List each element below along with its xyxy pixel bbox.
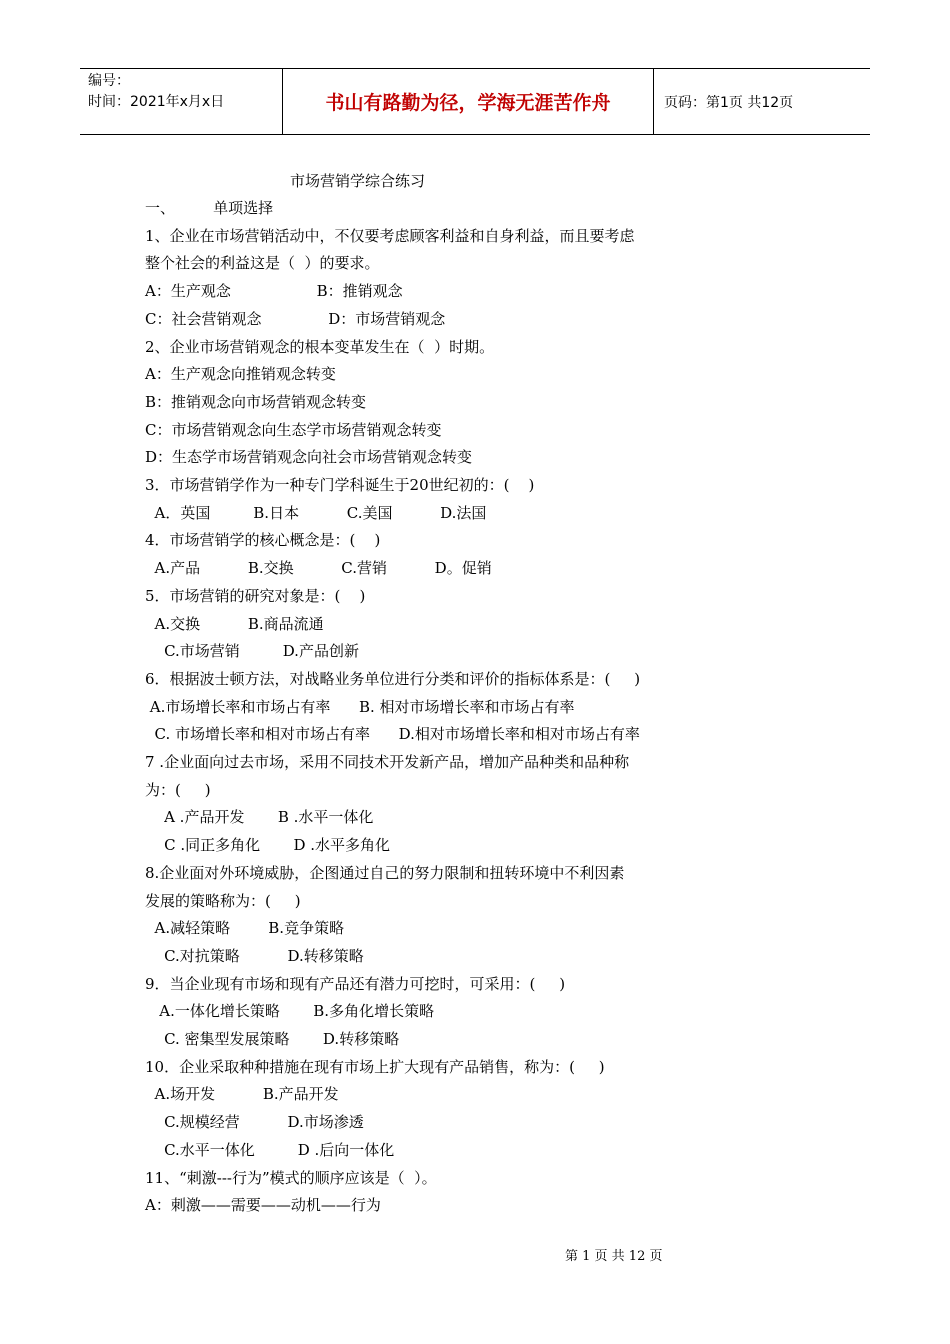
document-line: C.市场营销 D.产品创新 — [145, 642, 359, 661]
document-line: A：生产观念向推销观念转变 — [145, 365, 336, 384]
document-line: 9．当企业现有市场和现有产品还有潜力可挖时，可采用：( ) — [145, 974, 566, 993]
document-number-label: 编号： — [88, 73, 130, 89]
document-line: C.规模经营 D.市场渗透 — [145, 1113, 364, 1132]
header-meta — [80, 69, 282, 134]
header-table — [80, 68, 870, 135]
document-line: A.交换 B.商品流通 — [145, 614, 324, 633]
document-line: C. 市场增长率和相对市场占有率 D.相对市场增长率和相对市场占有率 — [145, 725, 640, 744]
document-line: 一、 单项选择 — [145, 199, 274, 217]
document-line: A.产品 B.交换 C.营销 D。促销 — [145, 559, 492, 578]
document-line: 3．市场营销学作为一种专门学科诞生于20世纪初的：( ) — [145, 476, 535, 494]
header-motto: 书山有路勤为径，学海无涯苦作舟 — [282, 69, 654, 134]
document-line: C.水平一体化 D .后向一体化 — [145, 1140, 395, 1159]
document-line: A .产品开发 B .水平一体化 — [145, 808, 374, 827]
document-line: 为：( ) — [145, 780, 211, 799]
document-line: C：市场营销观念向生态学市场营销观念转变 — [145, 420, 442, 439]
document-line: C .同正多角化 D .水平多角化 — [145, 836, 391, 855]
document-line: C.对抗策略 D.转移策略 — [145, 946, 364, 965]
document-line: A：生产观念 B：推销观念 — [145, 282, 403, 301]
document-line: A.市场增长率和市场占有率 B. 相对市场增长率和市场占有率 — [145, 697, 575, 716]
document-line: A.场开发 B.产品开发 — [145, 1085, 339, 1104]
document-date: 时间：2021年x月x日 — [88, 94, 225, 110]
document-line: 1、企业在市场营销活动中，不仅要考虑顾客利益和自身利益，而且要考虑 — [145, 226, 635, 245]
document-title: 市场营销学综合练习 — [290, 172, 426, 190]
document-line: 5．市场营销的研究对象是：( ) — [145, 586, 366, 605]
page-footer: 第 1 页 共 12 页 — [565, 1249, 663, 1264]
document-line: A.一体化增长策略 B.多角化增长策略 — [145, 1002, 435, 1021]
document-line: 发展的策略称为：( ) — [145, 891, 301, 910]
document-line: C：社会营销观念 D：市场营销观念 — [145, 309, 446, 328]
header-page-info: 页码：第1页 共12页 — [664, 94, 794, 111]
document-line: D：生态学市场营销观念向社会市场营销观念转变 — [145, 448, 473, 467]
document-line: A.减轻策略 B.竞争策略 — [145, 919, 345, 938]
document-line: 8.企业面对外环境威胁，企图通过自己的努力限制和扭转环境中不利因素 — [145, 863, 625, 882]
document-line: 10．企业采取种种措施在现有市场上扩大现有产品销售，称为：( ) — [145, 1057, 605, 1076]
document-line: 整个社会的利益这是（ ）的要求。 — [145, 254, 380, 273]
document-line: A．英国 B.日本 C.美国 D.法国 — [145, 503, 487, 522]
document-line: 4．市场营销学的核心概念是：( ) — [145, 531, 381, 550]
document-line: 7 .企业面向过去市场，采用不同技术开发新产品，增加产品种类和品种称 — [145, 753, 630, 771]
document-line: 6．根据波士顿方法，对战略业务单位进行分类和评价的指标体系是：( ) — [145, 669, 641, 688]
document-line: B：推销观念向市场营销观念转变 — [145, 392, 367, 411]
document-line: A：刺激——需要——动机——行为 — [145, 1196, 381, 1215]
document-line: C. 密集型发展策略 D.转移策略 — [145, 1030, 400, 1048]
document-line: 2、企业市场营销观念的根本变革发生在（ ）时期。 — [145, 337, 495, 356]
document-line: 11、“刺激---行为”模式的顺序应该是（ ）。 — [145, 1168, 437, 1187]
